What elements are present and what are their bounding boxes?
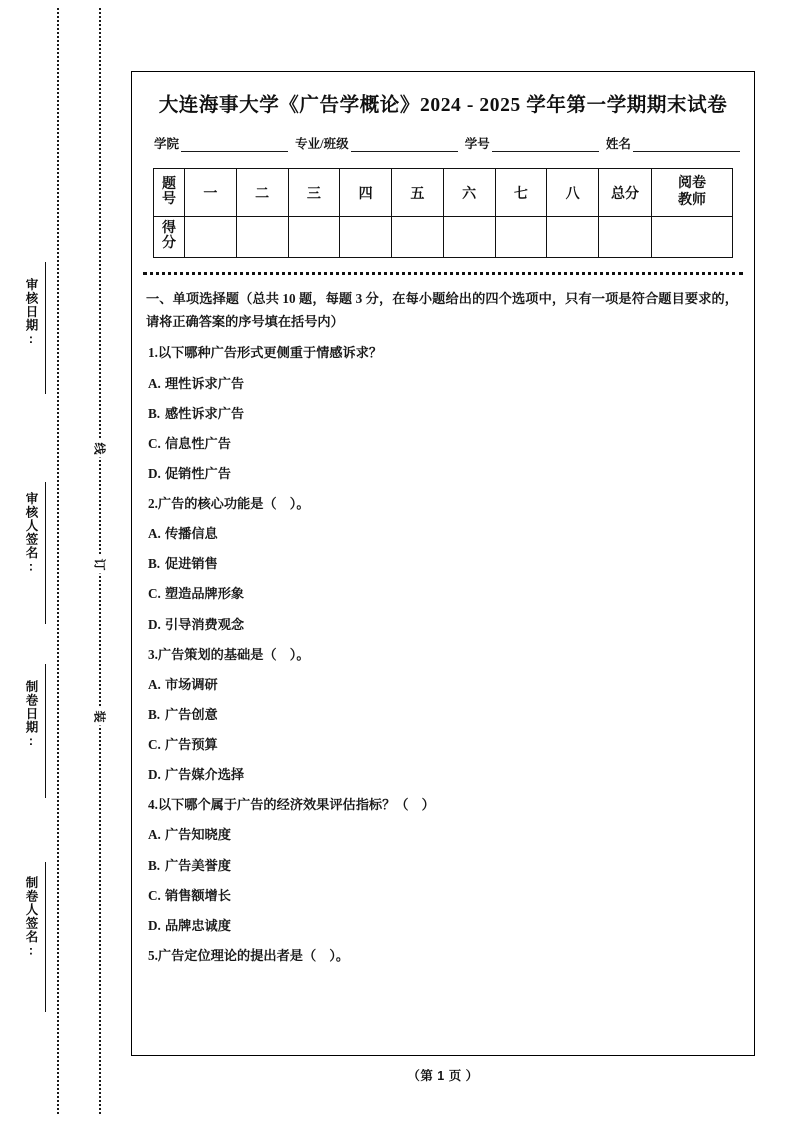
question-number: 2. <box>148 496 158 512</box>
score-table-score-row <box>154 217 733 258</box>
field-input-name[interactable] <box>633 138 740 152</box>
score-col-header-4: 四 <box>340 169 392 217</box>
score-col-header-8: 八 <box>547 169 599 217</box>
option-text: 促进销售 <box>165 556 218 572</box>
fold-mark-ding: 订 <box>89 556 112 574</box>
question-body <box>146 288 738 966</box>
option-key: A. <box>148 676 161 692</box>
option-row[interactable] <box>148 373 738 394</box>
compile-date-rule <box>45 664 46 798</box>
fold-mark-zhuang: 装 <box>89 708 112 726</box>
option-key: D. <box>148 465 161 481</box>
outer-dotted-rule <box>57 8 59 1114</box>
field-input-college[interactable] <box>181 138 288 152</box>
option-row[interactable] <box>148 855 738 876</box>
option-key: B. <box>148 405 161 421</box>
score-cell-4[interactable] <box>340 217 392 258</box>
option-row[interactable] <box>148 704 738 725</box>
question-number: 3. <box>148 646 158 662</box>
score-cell-1[interactable] <box>185 217 237 258</box>
option-text: 引导消费观念 <box>165 616 245 632</box>
score-col-header-total: 总分 <box>599 169 652 217</box>
option-text: 塑造品牌形象 <box>165 586 245 602</box>
score-cell-6[interactable] <box>443 217 495 258</box>
question-stem <box>148 794 738 815</box>
option-row[interactable] <box>148 433 738 454</box>
option-key: C. <box>148 737 161 753</box>
option-text: 传播信息 <box>165 526 218 542</box>
page-title: 大连海事大学《广告学概论》2024 - 2025 学年第一学期期末试卷 <box>158 95 728 116</box>
option-text: 广告美誉度 <box>165 857 231 873</box>
student-info-line <box>154 134 740 152</box>
grader-label-line-1: 阅卷 <box>678 176 706 192</box>
score-col-header-6: 六 <box>443 169 495 217</box>
option-row[interactable] <box>148 824 738 845</box>
option-text: 广告媒介选择 <box>165 767 245 783</box>
question-number: 4. <box>148 797 158 813</box>
review-date-label: 审核日期: <box>24 278 38 347</box>
question-number: 1. <box>148 345 158 361</box>
score-cell-2[interactable] <box>236 217 288 258</box>
compile-date-label: 制卷日期: <box>24 680 38 749</box>
stub-char-1: 题 <box>162 176 176 192</box>
score-col-header-1: 一 <box>185 169 237 217</box>
option-key: D. <box>148 917 161 933</box>
score-col-header-5: 五 <box>392 169 444 217</box>
compiler-signature-rule <box>45 862 46 1012</box>
review-date-rule <box>45 262 46 394</box>
option-row[interactable] <box>148 583 738 604</box>
option-text: 促销性广告 <box>165 465 231 481</box>
page-footer: （第 1 页 ） <box>407 1069 479 1083</box>
question-text: 广告定位理论的提出者是（ ）。 <box>157 947 350 963</box>
question-text: 广告的核心功能是（ ）。 <box>157 496 310 512</box>
section-heading: 一、单项选择题（总共 10 题，每题 3 分，在每小题给出的四个选项中，只有一项是符合题目要求的，请将正确答案的序号填在括号内） <box>146 291 738 329</box>
option-key: C. <box>148 586 161 602</box>
question-text: 广告策划的基础是（ ）。 <box>157 646 310 662</box>
left-margin-strip <box>0 0 126 1122</box>
fold-mark-xian: 线 <box>89 440 112 458</box>
field-input-major-class[interactable] <box>351 138 458 152</box>
option-text: 理性诉求广告 <box>165 375 245 391</box>
question-stem <box>148 644 738 665</box>
score-cell-grader[interactable] <box>652 217 733 258</box>
field-label-major-class: 专业/班级 <box>295 137 349 151</box>
option-text: 广告创意 <box>165 706 218 722</box>
score-cell-5[interactable] <box>392 217 444 258</box>
score-cell-8[interactable] <box>547 217 599 258</box>
option-key: A. <box>148 526 161 542</box>
option-row[interactable] <box>148 885 738 906</box>
field-input-student-id[interactable] <box>492 138 599 152</box>
stub-char-2: 号 <box>162 191 176 207</box>
option-row[interactable] <box>148 764 738 785</box>
score-table-header-row <box>154 169 733 217</box>
option-row[interactable] <box>148 915 738 936</box>
option-key: B. <box>148 706 161 722</box>
option-row[interactable] <box>148 523 738 544</box>
option-key: B. <box>148 556 161 572</box>
reviewer-signature-label: 审核人签名: <box>24 492 38 575</box>
option-row[interactable] <box>148 734 738 755</box>
option-key: D. <box>148 616 161 632</box>
score-col-header-7: 七 <box>495 169 547 217</box>
exam-paper-sheet <box>131 71 755 1056</box>
question-stem <box>148 945 738 966</box>
reviewer-signature-rule <box>45 482 46 624</box>
field-label-name: 姓名 <box>605 137 631 151</box>
option-row[interactable] <box>148 674 738 695</box>
option-row[interactable] <box>148 553 738 574</box>
option-key: C. <box>148 435 161 451</box>
field-label-college: 学院 <box>154 137 180 151</box>
score-col-header-3: 三 <box>288 169 340 217</box>
stub-score-char-1: 得 <box>162 221 176 237</box>
option-key: A. <box>148 827 161 843</box>
score-cell-total[interactable] <box>599 217 652 258</box>
question-stem <box>148 342 738 363</box>
option-key: B. <box>148 857 161 873</box>
option-row[interactable] <box>148 463 738 484</box>
option-text: 品牌忠诚度 <box>165 917 231 933</box>
question-text: 以下哪种广告形式更侧重于情感诉求？ <box>157 345 383 361</box>
score-cell-3[interactable] <box>288 217 340 258</box>
grader-label-line-2: 教师 <box>678 192 706 208</box>
option-key: A. <box>148 375 161 391</box>
score-col-header-2: 二 <box>236 169 288 217</box>
stub-score-char-2: 分 <box>162 236 176 251</box>
question-number: 5. <box>148 947 158 963</box>
option-key: D. <box>148 767 161 783</box>
option-key: C. <box>148 887 161 903</box>
score-col-header-grader <box>652 169 733 217</box>
score-table <box>153 168 733 258</box>
option-row[interactable] <box>148 403 738 424</box>
field-label-student-id: 学号 <box>464 137 490 151</box>
option-text: 广告预算 <box>165 737 218 753</box>
option-row[interactable] <box>148 614 738 635</box>
score-cell-7[interactable] <box>495 217 547 258</box>
option-text: 信息性广告 <box>165 435 231 451</box>
compiler-signature-label: 制卷人签名: <box>24 876 38 959</box>
option-text: 销售额增长 <box>165 887 231 903</box>
option-text: 广告知晓度 <box>165 827 231 843</box>
option-text: 市场调研 <box>165 676 218 692</box>
score-table-stub-score <box>154 217 185 258</box>
question-stem <box>148 493 738 514</box>
section-divider <box>143 272 743 275</box>
option-text: 感性诉求广告 <box>165 405 245 421</box>
score-table-stub-question-no <box>154 169 185 217</box>
question-text: 以下哪个属于广告的经济效果评估指标？（ ） <box>157 797 435 813</box>
